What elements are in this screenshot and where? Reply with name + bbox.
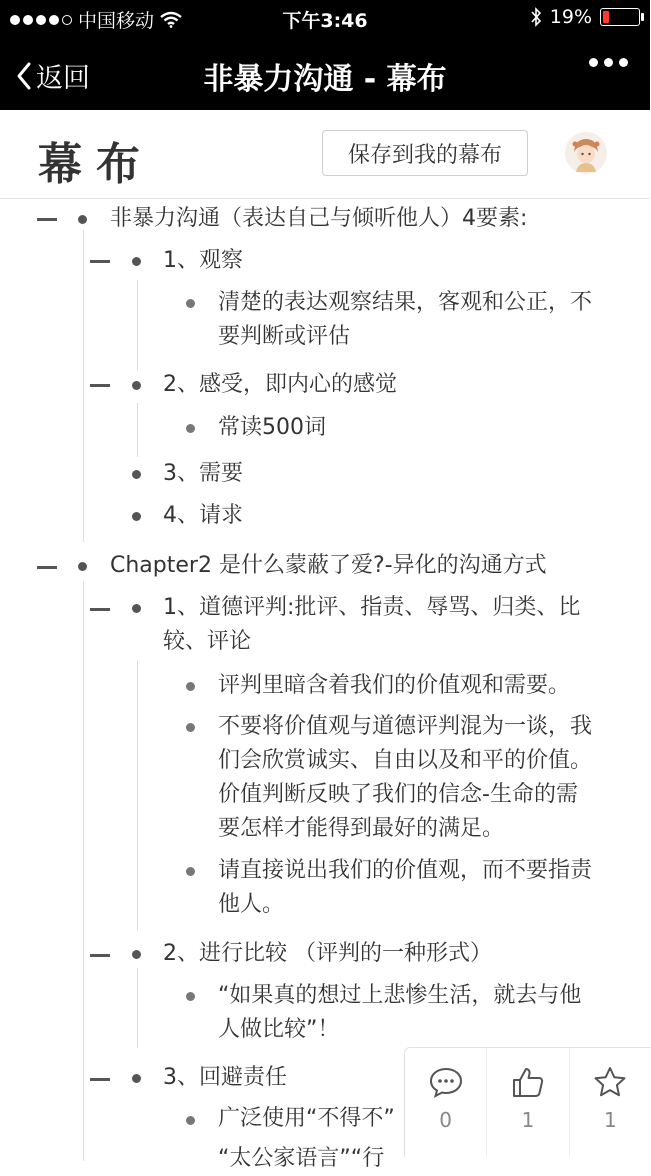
outline-content [0,198,650,1171]
bullet-point[interactable] [132,950,141,959]
bullet-point[interactable] [132,512,141,521]
outline-item[interactable]: 3、回避责任 [163,1065,287,1090]
indent-guide [137,660,138,930]
bullet-point[interactable] [186,299,195,308]
bullet-point[interactable] [186,424,195,433]
outline-item[interactable]: “太公家语言”“行 [218,1146,385,1171]
bullet-point[interactable] [186,1116,195,1125]
outline-item[interactable]: 常读500词 [218,415,326,440]
indent-guide [137,968,138,1048]
outline-item[interactable]: 评判里暗含着我们的价值观和需要。 [218,673,571,698]
carrier-label: 中国移动 [78,10,155,32]
comment-count: 0 [439,1108,453,1132]
page-title: 非暴力沟通 - 幕布 [203,62,447,97]
outline-item[interactable]: 3、需要 [163,461,243,486]
mubu-logo[interactable]: 幕布 [38,139,154,190]
outline-item[interactable]: 广泛使用“不得不” [218,1106,395,1131]
star-count: 1 [603,1108,617,1132]
indent-guide [137,280,138,370]
status-bar [0,0,650,36]
outline-item-continued[interactable]: 们会欣赏诚实、自由以及和平的价值。 [218,748,593,773]
indent-guide [83,581,84,1161]
comment-icon [429,1066,463,1098]
bullet-point[interactable] [132,604,141,613]
collapse-toggle[interactable] [37,566,57,569]
outline-item-continued[interactable]: 他人。 [218,892,285,917]
outline-item[interactable]: 请直接说出我们的价值观，而不要指责 [218,858,593,883]
collapse-toggle[interactable] [90,384,110,387]
outline-item[interactable]: Chapter2 是什么蒙蔽了爱?-异化的沟通方式 [110,553,547,578]
outline-item[interactable]: 1、道德评判:批评、指责、辱骂、归类、比 [163,595,581,620]
outline-item[interactable]: 1、观察 [163,248,243,273]
favorite-button[interactable] [570,1048,651,1157]
battery-level [603,11,609,23]
bullet-point[interactable] [132,381,141,390]
thumbs-up-icon [511,1066,545,1098]
outline-item[interactable]: 2、进行比较 （评判的一种形式） [163,941,492,966]
action-panel [404,1047,651,1157]
bullet-point[interactable] [132,1074,141,1083]
like-button[interactable] [487,1048,569,1157]
outline-item-continued[interactable]: 价值判断反映了我们的信念-生命的需 [218,782,578,807]
battery-percent: 19% [549,6,592,28]
outline-item[interactable]: 非暴力沟通（表达自己与倾听他人）4要素: [110,206,528,231]
battery-icon [600,8,640,26]
outline-item-continued[interactable]: 人做比较”！ [218,1017,340,1042]
bullet-point[interactable] [132,470,141,479]
more-dot [619,58,628,67]
more-menu-button[interactable] [589,58,628,67]
outline-item-continued[interactable]: 要判断或评估 [218,324,351,349]
bullet-point[interactable] [186,867,195,876]
nav-bar [0,36,650,110]
indent-guide [83,230,84,542]
outline-item[interactable]: “如果真的想过上悲惨生活，就去与他 [218,983,582,1008]
bullet-point[interactable] [186,992,195,1001]
bluetooth-icon [530,7,542,27]
outline-item[interactable]: 4、请求 [163,503,243,528]
collapse-toggle[interactable] [90,608,110,611]
collapse-toggle[interactable] [90,1078,110,1081]
outline-item-continued[interactable]: 要怎样才能得到最好的满足。 [218,816,505,841]
collapse-toggle[interactable] [90,260,110,263]
outline-item[interactable]: 清楚的表达观察结果，客观和公正，不 [218,290,593,315]
back-label: 返回 [36,63,90,94]
status-right [530,6,640,28]
comment-button[interactable] [405,1048,487,1157]
bullet-point[interactable] [186,682,195,691]
more-dot [604,58,613,67]
avatar-image [565,132,607,174]
bullet-point[interactable] [78,562,87,571]
status-time: 下午3:46 [282,10,368,32]
save-to-my-mubu-button[interactable]: 保存到我的幕布 [322,130,528,176]
like-count: 1 [521,1108,535,1132]
avatar[interactable] [565,132,607,174]
indent-guide [137,403,138,457]
collapse-toggle[interactable] [37,218,57,221]
outline-item-continued[interactable]: 较、评论 [163,629,252,654]
bullet-point[interactable] [132,257,141,266]
app-header [0,110,650,199]
outline-item[interactable]: 2、感受，即内心的感觉 [163,372,397,397]
bullet-point[interactable] [78,215,87,224]
star-icon [593,1066,627,1098]
outline-item[interactable]: 不要将价值观与道德评判混为一谈，我 [218,714,593,739]
collapse-toggle[interactable] [90,954,110,957]
bullet-point[interactable] [186,723,195,732]
more-dot [589,58,598,67]
